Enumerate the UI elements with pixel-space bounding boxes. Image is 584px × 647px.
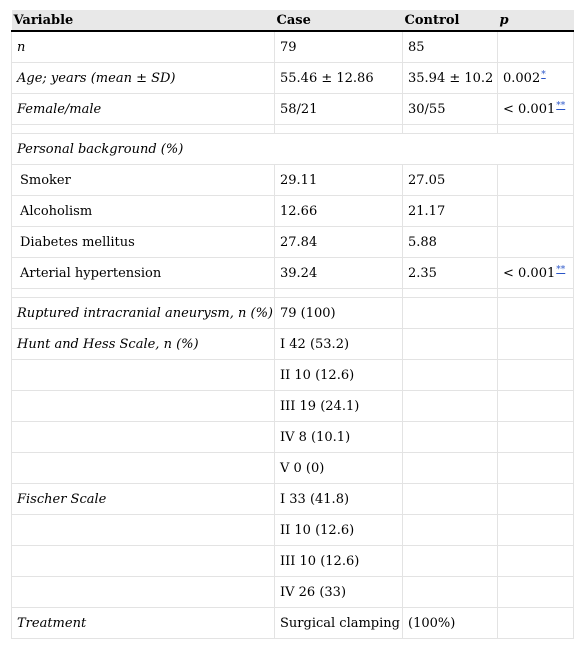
cell-p: [498, 63, 574, 94]
cell-case: IV 8 (10.1): [275, 422, 403, 453]
cell-case: I 33 (41.8): [275, 484, 403, 515]
cell-variable: Smoker: [12, 165, 275, 196]
table-row: [12, 577, 574, 608]
table-row: [12, 227, 574, 258]
cell-variable: [12, 453, 275, 484]
cell-variable: [12, 391, 275, 422]
table-row: [12, 546, 574, 577]
table-row: [12, 391, 574, 422]
cell-p: [498, 258, 574, 289]
cell-p: [498, 329, 574, 360]
cell-control: 2.35: [403, 258, 498, 289]
cell-p: [498, 422, 574, 453]
results-table-container: [11, 10, 573, 639]
header-case: Case: [275, 10, 403, 31]
cell-control: [403, 515, 498, 546]
cell-p: [498, 546, 574, 577]
cell-variable: n: [12, 31, 275, 63]
table-row: [12, 63, 574, 94]
cell-case: IV 26 (33): [275, 577, 403, 608]
cell-case: II 10 (12.6): [275, 360, 403, 391]
cell-control: [403, 298, 498, 329]
cell-variable: Female/male: [12, 94, 275, 125]
cell-control: [403, 577, 498, 608]
cell-variable: Ruptured intracranial aneurysm, n (%): [12, 298, 275, 329]
cell-case: 55.46 ± 12.86: [275, 63, 403, 94]
cell-variable: Diabetes mellitus: [12, 227, 275, 258]
cell-case: 39.24: [275, 258, 403, 289]
cell-p: [498, 608, 574, 639]
table-row: [12, 165, 574, 196]
results-table: [11, 10, 574, 639]
cell-control: [403, 329, 498, 360]
cell-variable: Fischer Scale: [12, 484, 275, 515]
table-body: [12, 31, 574, 639]
cell-case: 29.11: [275, 165, 403, 196]
cell-variable: Age; years (mean ± SD): [12, 63, 275, 94]
table-row: [12, 360, 574, 391]
cell-variable: Hunt and Hess Scale, n (%): [12, 329, 275, 360]
table-row: [12, 484, 574, 515]
cell-variable: Alcoholism: [12, 196, 275, 227]
table-row: [12, 453, 574, 484]
cell-p: [498, 31, 574, 63]
cell-control: 35.94 ± 10.2: [403, 63, 498, 94]
cell-control: (100%): [403, 608, 498, 639]
cell-control: [403, 546, 498, 577]
cell-control: 30/55: [403, 94, 498, 125]
p-value: < 0.001: [503, 102, 556, 117]
table-row: [12, 298, 574, 329]
p-value: < 0.001: [503, 266, 556, 281]
cell-p: [498, 360, 574, 391]
spacer-cell: [275, 125, 403, 134]
cell-control: [403, 484, 498, 515]
table-row: [12, 134, 574, 165]
table-row: [12, 515, 574, 546]
cell-case: II 10 (12.6): [275, 515, 403, 546]
cell-variable: [12, 422, 275, 453]
cell-control: [403, 422, 498, 453]
table-row: [12, 329, 574, 360]
cell-case: 79 (100): [275, 298, 403, 329]
cell-variable: Treatment: [12, 608, 275, 639]
table-row: [12, 422, 574, 453]
cell-p: [498, 453, 574, 484]
table-row: [12, 196, 574, 227]
cell-control: [403, 453, 498, 484]
cell-p: [498, 577, 574, 608]
spacer-cell: [12, 289, 275, 298]
spacer-row: [12, 125, 574, 134]
header-control: Control: [403, 10, 498, 31]
cell-case: 27.84: [275, 227, 403, 258]
cell-control: [403, 391, 498, 422]
cell-case: 58/21: [275, 94, 403, 125]
header-variable: Variable: [12, 10, 275, 31]
cell-case: I 42 (53.2): [275, 329, 403, 360]
table-row: [12, 258, 574, 289]
cell-p: [498, 165, 574, 196]
p-value: 0.002: [503, 71, 541, 86]
cell-case: V 0 (0): [275, 453, 403, 484]
cell-p: [498, 227, 574, 258]
section-heading: Personal background (%): [12, 134, 574, 165]
cell-variable: Arterial hypertension: [12, 258, 275, 289]
cell-control: 21.17: [403, 196, 498, 227]
spacer-cell: [498, 289, 574, 298]
cell-case: III 10 (12.6): [275, 546, 403, 577]
cell-p: [498, 391, 574, 422]
cell-control: 5.88: [403, 227, 498, 258]
spacer-cell: [403, 289, 498, 298]
header-p: p: [498, 10, 574, 31]
cell-control: 85: [403, 31, 498, 63]
table-row: [12, 608, 574, 639]
cell-p: [498, 94, 574, 125]
table-header: [12, 10, 574, 31]
spacer-cell: [403, 125, 498, 134]
cell-variable: [12, 546, 275, 577]
cell-case: 79: [275, 31, 403, 63]
cell-variable: [12, 360, 275, 391]
spacer-row: [12, 289, 574, 298]
cell-variable: [12, 577, 275, 608]
table-row: [12, 31, 574, 63]
cell-variable: [12, 515, 275, 546]
cell-case: Surgical clamping: [275, 608, 403, 639]
cell-case: 12.66: [275, 196, 403, 227]
cell-control: 27.05: [403, 165, 498, 196]
cell-p: [498, 196, 574, 227]
cell-case: III 19 (24.1): [275, 391, 403, 422]
footnote-link[interactable]: *: [541, 70, 546, 80]
spacer-cell: [498, 125, 574, 134]
cell-p: [498, 515, 574, 546]
cell-control: [403, 360, 498, 391]
footnote-link[interactable]: **: [556, 101, 566, 111]
spacer-cell: [12, 125, 275, 134]
header-row: [12, 10, 574, 31]
cell-p: [498, 484, 574, 515]
table-row: [12, 94, 574, 125]
cell-p: [498, 298, 574, 329]
spacer-cell: [275, 289, 403, 298]
footnote-link[interactable]: **: [556, 265, 566, 275]
